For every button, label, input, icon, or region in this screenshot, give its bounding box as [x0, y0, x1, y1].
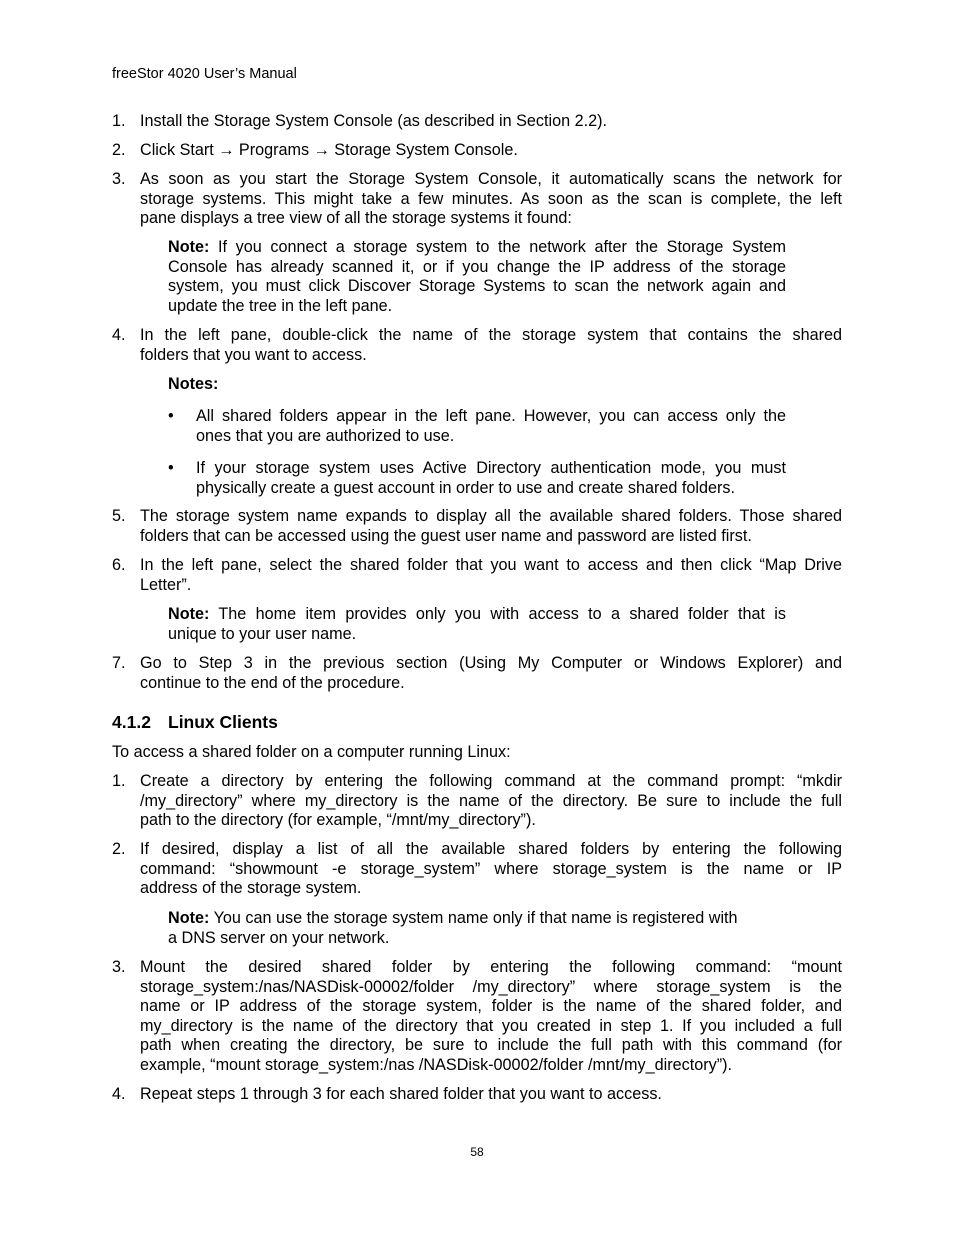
text-line: physically create a guest account in order to use and create shared folders.	[196, 478, 735, 497]
step-text	[140, 556, 842, 595]
note-label: Note:	[168, 605, 210, 623]
step-number: 4.	[112, 1085, 126, 1103]
step-text	[140, 112, 842, 132]
notes-label: Notes:	[168, 375, 219, 393]
step-number: 1.	[112, 112, 126, 130]
text-line: As soon as you start the Storage System Console, it automatically scans the network for	[140, 170, 842, 188]
text-line: Create a directory by entering the following command at the command prompt: “mkdir	[140, 772, 842, 790]
step-text	[140, 772, 842, 831]
note-first-line: The home item provides only you with access to a shared folder that is	[209, 605, 786, 623]
text-line: name or IP address of the storage system, folder is the name of the shared folder, and	[140, 997, 842, 1016]
section-heading	[112, 712, 278, 733]
step-number: 7.	[112, 654, 126, 672]
step-number: 4.	[112, 326, 126, 344]
step-number: 5.	[112, 507, 126, 525]
text-line	[168, 605, 786, 625]
text-line: In the left pane, select the shared folder that you want to access and then click “Map Drive	[140, 556, 842, 574]
text-line: Click Start → Programs → Storage System Console.	[140, 141, 518, 159]
text-line: /my_directory” where my_directory is the name of the directory. Be sure to include the full	[140, 791, 842, 810]
step-number: 3.	[112, 958, 126, 976]
text-line: path to the directory (for example, “/mnt/my_directory”).	[140, 811, 536, 830]
text-line: Mount the desired shared folder by entering the following command: “mount	[140, 958, 842, 976]
text-line: Install the Storage System Console (as described in Section 2.2).	[140, 112, 607, 130]
text-line: my_directory is the name of the directory that you created in step 1. If you included a full	[140, 1016, 842, 1035]
notes-label-wrap	[168, 375, 786, 395]
text-line: If desired, display a list of all the available shared folders by entering the following	[140, 840, 842, 858]
text-line: address of the storage system.	[140, 879, 362, 898]
text-line: system, you must click Discover Storage Systems to scan the network again and	[168, 277, 786, 296]
step-text	[140, 1085, 842, 1105]
section-title: Linux Clients	[168, 712, 278, 732]
step-number: 3.	[112, 170, 126, 188]
step-text	[140, 840, 842, 899]
note-label: Note:	[168, 238, 210, 256]
note-body	[168, 909, 786, 948]
step-number: 6.	[112, 556, 126, 574]
text-line: The storage system name expands to display all the available shared folders. Those shared	[140, 507, 842, 525]
step-number: 2.	[112, 840, 126, 858]
text-line: ones that you are authorized to use.	[196, 426, 455, 445]
bullet-text	[196, 407, 786, 446]
step-text	[140, 654, 842, 693]
step-text	[140, 170, 842, 229]
step-number: 1.	[112, 772, 126, 790]
text-line: storage_system:/nas/NASDisk-00002/folder /my_directory” where storage_system is the	[140, 977, 842, 996]
text-line: Go to Step 3 in the previous section (Using My Computer or Windows Explorer) and	[140, 654, 842, 672]
bullet-text	[196, 459, 786, 498]
step-text	[140, 141, 842, 161]
text-line: pane displays a tree view of all the storage systems it found:	[140, 209, 572, 228]
intro-body	[112, 743, 842, 763]
text-line: If your storage system uses Active Directory authentication mode, you must	[196, 459, 786, 477]
step-number: 2.	[112, 141, 126, 159]
section-number: 4.1.2	[112, 712, 151, 732]
text-line: unique to your user name.	[168, 624, 357, 643]
text-line: folders that can be accessed using the guest user name and password are listed first.	[140, 526, 752, 545]
step-text	[140, 507, 842, 546]
note-label: Note:	[168, 909, 210, 927]
text-line	[168, 909, 786, 929]
text-line: example, “mount storage_system:/nas /NASDisk-00002/folder /mnt/my_directory”).	[140, 1055, 732, 1074]
text-line: All shared folders appear in the left pane. However, you can access only the	[196, 407, 786, 425]
text-line: Letter”.	[140, 575, 192, 594]
note-body	[168, 238, 786, 316]
text-line: command: “showmount -e storage_system” where storage_system is the name or IP	[140, 859, 842, 878]
note-body	[168, 605, 786, 644]
text-line: To access a shared folder on a computer running Linux:	[112, 743, 511, 761]
text-line: Repeat steps 1 through 3 for each shared folder that you want to access.	[140, 1085, 662, 1103]
text-line: a DNS server on your network.	[168, 928, 390, 947]
bullet-icon: •	[168, 459, 174, 477]
text-line: folders that you want to access.	[140, 345, 367, 364]
text-line: continue to the end of the procedure.	[140, 673, 405, 692]
running-header: freeStor 4020 User’s Manual	[112, 66, 297, 82]
text-line: path when creating the directory, be sure to include the full path with this command (for	[140, 1036, 842, 1055]
bullet-icon: •	[168, 407, 174, 425]
step-text	[140, 326, 842, 365]
text-line: update the tree in the left pane.	[168, 296, 393, 315]
step-text	[140, 958, 842, 1076]
note-first-line: If you connect a storage system to the network after the Storage System	[209, 238, 786, 256]
text-line: storage systems. This might take a few minutes. As soon as the scan is complete, the left	[140, 189, 842, 208]
text-line: In the left pane, double-click the name of the storage system that contains the shared	[140, 326, 842, 344]
text-line: Console has already scanned it, or if you change the IP address of the storage	[168, 257, 786, 276]
note-first-line: You can use the storage system name only if that name is registered with	[209, 909, 738, 927]
page-number: 58	[470, 1145, 484, 1159]
text-line	[168, 238, 786, 258]
